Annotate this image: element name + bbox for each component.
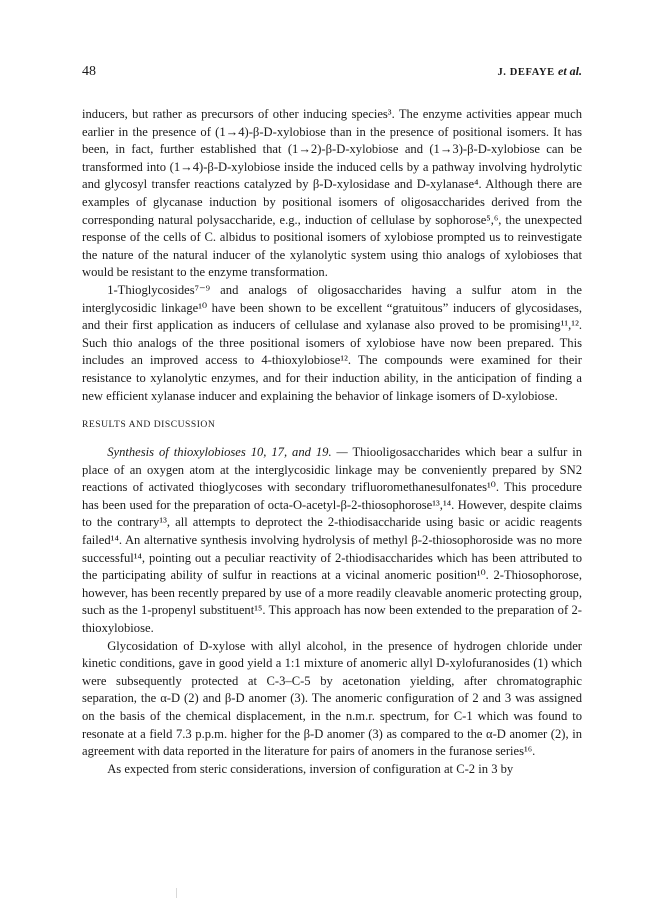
paragraph-results-1 bbox=[82, 444, 582, 638]
paragraph-results-3: As expected from steric considerations, inversion of configuration at C-2 in 3 by bbox=[107, 761, 514, 776]
stray-mark bbox=[176, 888, 177, 898]
paragraph-results-2: Glycosidation of D-xylose with allyl alcohol, in the presence of hydrogen chloride under kinetic conditions, gave in good yield a 1:1 mixture of anomeric allyl D-xylofuranosides (1) which were subsequently protected at C-3–C-5 by acetonation yielding, after chromatographic separation, the α-D (2) and β-D anomer (3). The anomeric configuration of 2 and 3 was assigned on the basis of the chemical displacement, in the n.m.r. spectrum, for C-1 which was found to resonate at a field 7.3 p.p.m. higher for the β-D anomer (3) as compared to the α-D anomer (2), in agreement with data reported in the literature for pairs of anomers in the furanose series¹⁶. bbox=[82, 638, 582, 759]
paragraph-results-1-text: Thiooligosaccharides which bear a sulfur in place of an oxygen atom at the interglycosidic linkage may be conveniently prepared by SN2 reactions of activated thioglycoses with secondary trifluoromethanesulfonates¹⁰. This procedure has been used for the preparation of octa-O-acetyl-β-2-thiosophorose¹³,¹⁴. However, despite claims to the contrary¹³, all attempts to deprotect the 2-thiodisaccharide using basic or acidic reagents failed¹⁴. An alternative synthesis involving hydrolysis of methyl β-2-thiosophoroside was no more successful¹⁴, pointing out a peculiar reactivity of 2-thiodisaccharides which has been attributed to the participating ability of sulfur in reactions at a vicinal anomeric position¹⁰. 2-Thiosophorose, however, has been recently prepared by use of a more readily cleavable anomeric protecting group, such as the 1-propenyl substituent¹⁵. This approach has now been extended to the preparation of 2-thioxylobiose. bbox=[82, 445, 583, 636]
subheading: Synthesis of thioxylobioses 10, 17, and 19. — bbox=[107, 445, 348, 460]
page bbox=[82, 64, 582, 778]
running-author bbox=[497, 64, 582, 79]
paragraph-intro-1: inducers, but rather as precursors of other inducing species³. The enzyme activities appear much earlier in the presence of (1→4)-β-D-xylobiose than in the presence of positional isomers. It has been, in fact, further established that (1→2)-β-D-xylobiose and (1→3)-β-D-xylobiose can be transformed into (1→4)-β-D-xylobiose inside the induced cells by a pathway involving hydrolytic and glycosyl transfer reactions catalyzed by β-D-xylosidase and D-xylanase⁴. Although there are examples of glycanase induction by positional isomers of oligosaccharides derived from the corresponding natural polysaccharide, e.g., induction of cellulase by sophorose⁵,⁶, the unexpected response of the cells of C. albidus to positional isomers of xylobiose prompted us to reinvestigate the nature of the natural inducer of the xylanolytic system using thio analogs of xylobioses that would be resistant to the enzyme transformation. bbox=[82, 107, 582, 280]
section-heading: RESULTS AND DISCUSSION bbox=[82, 419, 216, 431]
paragraph-intro-2: 1-Thioglycosides⁷⁻⁹ and analogs of oligosaccharides having a sulfur atom in the interglycosidic linkage¹⁰ have been shown to be excellent “gratuitous” inducers of glycosidases, and their first application as inducers of cellulase and xylanase also proved to be promising¹¹,¹². Such thio analogs of the three positional isomers of xylobiose have now been prepared. This includes an improved access to 4-thioxylobiose¹². The compounds were examined for their resistance to xylanolytic enzymes, and for their induction ability, in the anticipation of finding a new efficient xylanase inducer and explaining the behavior of linkage isomers of D-xylobiose. bbox=[82, 282, 582, 403]
page-number: 48 bbox=[82, 64, 96, 79]
author-name: J. DEFAYE bbox=[497, 67, 555, 78]
author-suffix: et al. bbox=[558, 64, 582, 78]
running-head bbox=[82, 64, 582, 80]
